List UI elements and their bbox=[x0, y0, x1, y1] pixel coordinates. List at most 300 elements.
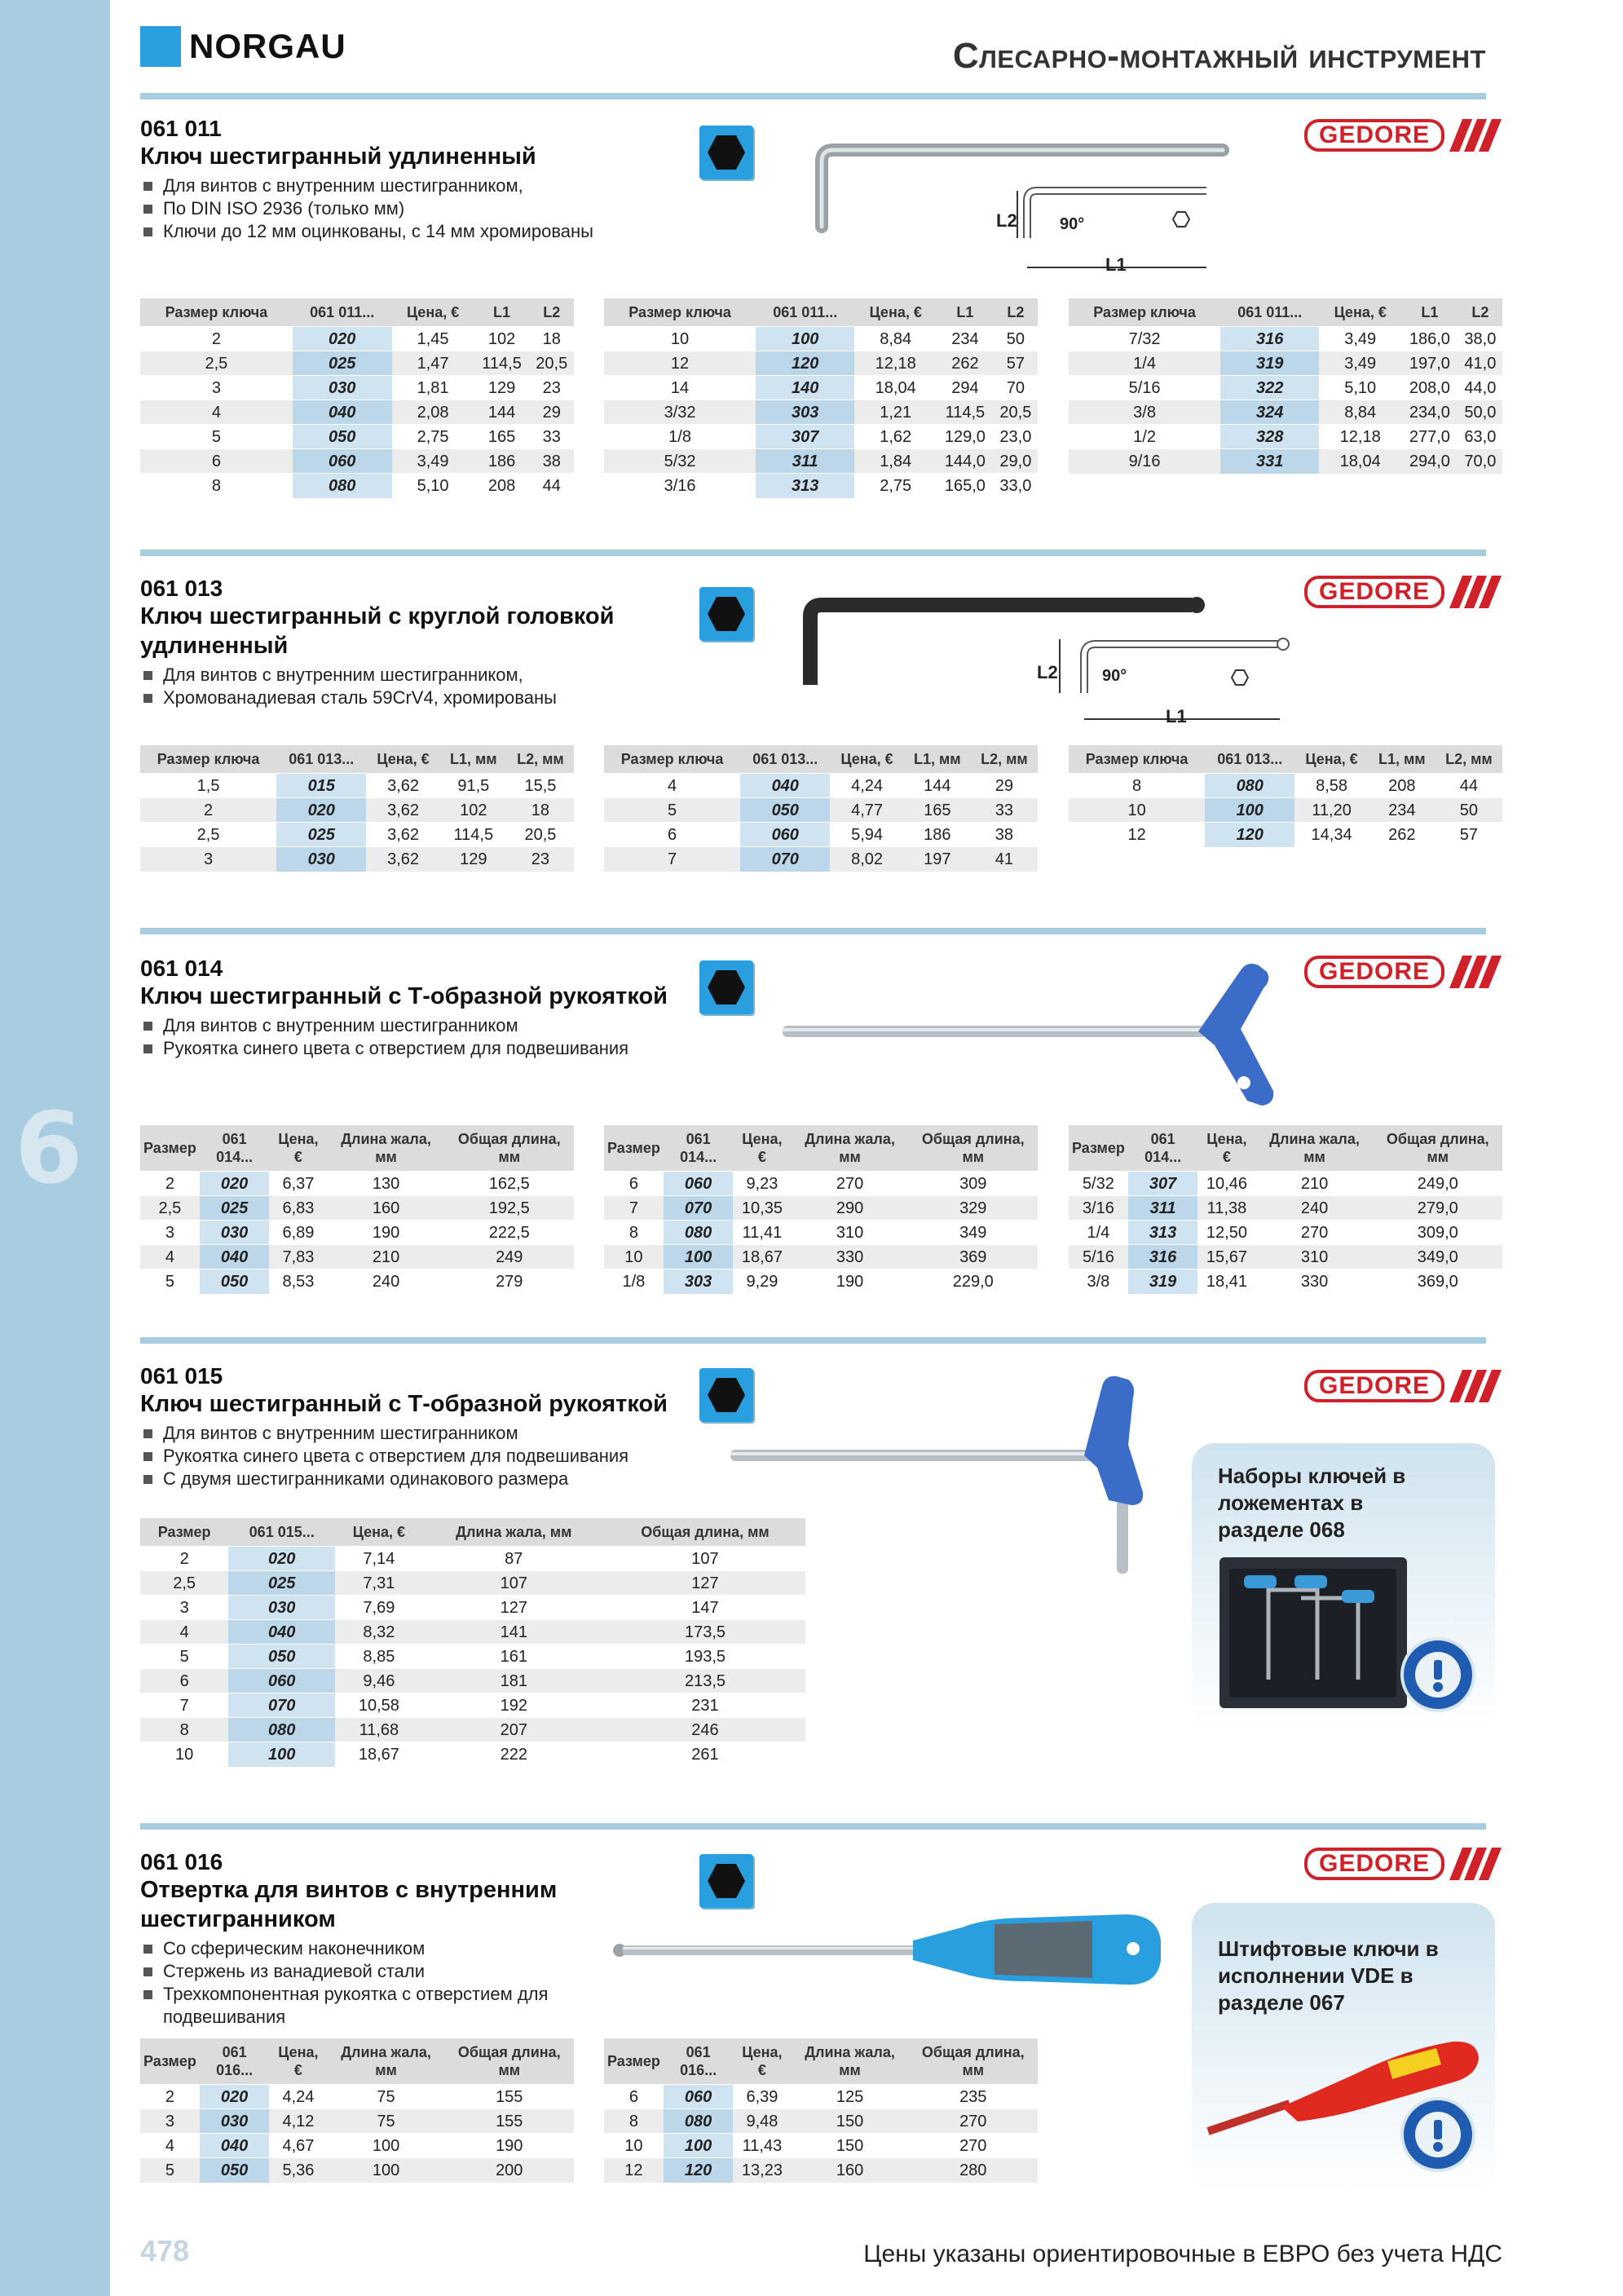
table-cell: 7,14 bbox=[335, 1547, 422, 1571]
feature-item: Для винтов с внутренним шестигранником, bbox=[140, 174, 1486, 197]
table-cell: 1/8 bbox=[604, 1269, 664, 1294]
feature-item: Трехкомпонентная рукоятка с отверстием для подвешивания bbox=[140, 1983, 597, 2029]
price-table bbox=[140, 1125, 574, 1294]
article-code-cell: 070 bbox=[740, 847, 830, 872]
column-header: Цена, € bbox=[366, 745, 439, 774]
table-cell: 8,32 bbox=[335, 1620, 422, 1645]
column-header: 061 016... bbox=[664, 2038, 734, 2085]
table-cell: 155 bbox=[445, 2109, 574, 2134]
table-cell: 173,5 bbox=[605, 1620, 805, 1645]
column-header: Длина жала, мм bbox=[328, 1125, 445, 1172]
table-cell: 10 bbox=[604, 327, 756, 351]
table-cell: 63,0 bbox=[1458, 425, 1502, 449]
table-row bbox=[604, 2085, 1038, 2109]
table-cell: 330 bbox=[792, 1245, 909, 1269]
table-row bbox=[140, 1172, 574, 1196]
table-cell: 20,5 bbox=[507, 823, 574, 847]
table-cell: 2 bbox=[140, 1172, 200, 1196]
product-code: 061 014 bbox=[140, 956, 223, 981]
table-cell: 12 bbox=[604, 2158, 664, 2183]
column-header: L2 bbox=[994, 298, 1038, 327]
price-table bbox=[140, 2038, 574, 2183]
gedore-badge: GEDORE bbox=[1304, 119, 1444, 152]
table-row bbox=[1069, 1269, 1502, 1294]
table-cell: 8 bbox=[1069, 774, 1205, 798]
table-cell: 8 bbox=[140, 1718, 228, 1742]
article-code-cell: 100 bbox=[664, 1245, 734, 1269]
divider bbox=[140, 93, 1486, 99]
table-cell: 3/16 bbox=[1069, 1196, 1128, 1221]
table-cell: 2,5 bbox=[140, 1196, 200, 1221]
article-code-cell: 060 bbox=[740, 823, 830, 847]
table-cell: 14,34 bbox=[1294, 823, 1368, 847]
table-cell: 1,84 bbox=[854, 449, 937, 474]
article-code-cell: 307 bbox=[1128, 1172, 1198, 1196]
table-cell: 3,62 bbox=[366, 847, 439, 872]
article-code-cell: 020 bbox=[293, 327, 392, 351]
article-code-cell: 050 bbox=[228, 1645, 335, 1669]
article-code-cell: 020 bbox=[228, 1547, 335, 1571]
l2-label: L2 bbox=[996, 210, 1017, 231]
table-header-row bbox=[1069, 1125, 1502, 1172]
table-cell: 3 bbox=[140, 2109, 200, 2134]
table-cell: 222 bbox=[423, 1742, 605, 1767]
table-cell: 11,41 bbox=[733, 1221, 791, 1245]
column-header: Длина жала, мм bbox=[1256, 1125, 1374, 1172]
table-cell: 10 bbox=[1069, 798, 1205, 823]
table-cell: 38,0 bbox=[1458, 327, 1502, 351]
column-header: Размер ключа bbox=[604, 298, 756, 327]
table-cell: 1,45 bbox=[392, 327, 474, 351]
table-cell: 207 bbox=[423, 1718, 605, 1742]
article-code-cell: 120 bbox=[756, 351, 854, 376]
column-header: Общая длина, мм bbox=[445, 1125, 574, 1172]
table-cell: 41,0 bbox=[1458, 351, 1502, 376]
table-cell: 2 bbox=[140, 1547, 228, 1571]
brand-name: NORGAU bbox=[189, 27, 346, 65]
table-cell: 41 bbox=[971, 847, 1038, 872]
table-cell: 190 bbox=[445, 2134, 574, 2158]
article-code-cell: 080 bbox=[1205, 774, 1294, 798]
table-cell: 2,5 bbox=[140, 351, 293, 376]
table-cell: 7,83 bbox=[269, 1245, 327, 1269]
section-number: 6 bbox=[15, 1093, 83, 1206]
gedore-logo bbox=[1304, 576, 1502, 608]
table-row bbox=[1069, 1221, 1502, 1245]
table-cell: 18,67 bbox=[733, 1245, 791, 1269]
table-cell: 262 bbox=[1369, 823, 1436, 847]
info-icon bbox=[1399, 2095, 1477, 2174]
table-cell: 279 bbox=[445, 1269, 574, 1294]
article-code-cell: 100 bbox=[228, 1742, 335, 1767]
table-cell: 1,5 bbox=[140, 774, 276, 798]
table-cell: 2 bbox=[140, 798, 276, 823]
column-header: L1 bbox=[937, 298, 994, 327]
gedore-logo bbox=[1304, 1370, 1502, 1402]
table-cell: 210 bbox=[1256, 1172, 1374, 1196]
article-code-cell: 040 bbox=[740, 774, 830, 798]
table-cell: 5/16 bbox=[1069, 1245, 1128, 1269]
price-table bbox=[1069, 745, 1502, 847]
info-box-vde bbox=[1192, 1903, 1495, 2193]
table-cell: 114,5 bbox=[440, 823, 507, 847]
table-cell: 10 bbox=[604, 2134, 664, 2158]
table-cell: 155 bbox=[445, 2085, 574, 2109]
table-cell: 1,47 bbox=[392, 351, 474, 376]
table-cell: 192,5 bbox=[445, 1196, 574, 1221]
table-cell: 144,0 bbox=[937, 449, 994, 474]
table-cell: 240 bbox=[328, 1269, 445, 1294]
article-code-cell: 020 bbox=[200, 1172, 270, 1196]
article-code-cell: 331 bbox=[1220, 449, 1319, 474]
page-title: Слесарно-монтажный инструмент bbox=[952, 36, 1486, 76]
gedore-badge: GEDORE bbox=[1304, 1848, 1444, 1880]
stripes-icon bbox=[1449, 956, 1502, 988]
table-cell: 33 bbox=[971, 798, 1038, 823]
price-table bbox=[140, 298, 574, 498]
table-cell: 5 bbox=[140, 425, 293, 449]
table-cell: 70,0 bbox=[1458, 449, 1502, 474]
table-cell: 5/32 bbox=[604, 449, 756, 474]
table-cell: 1,62 bbox=[854, 425, 937, 449]
table-row bbox=[1069, 1172, 1502, 1196]
price-table bbox=[604, 745, 1038, 872]
table-cell: 7 bbox=[140, 1693, 228, 1718]
column-header: Размер bbox=[140, 1518, 228, 1547]
table-row bbox=[1069, 376, 1502, 400]
stripes-icon bbox=[1449, 1370, 1502, 1402]
table-row bbox=[140, 2109, 574, 2134]
product-title: Ключ шестигранный с Т-образной рукояткой bbox=[140, 1391, 668, 1417]
table-cell: 18,67 bbox=[335, 1742, 422, 1767]
table-cell: 6,39 bbox=[733, 2085, 791, 2109]
gedore-badge: GEDORE bbox=[1304, 576, 1444, 608]
divider bbox=[140, 550, 1486, 556]
info-text: Штифтовые ключи в исполнении VDE в разделе 067 bbox=[1218, 1936, 1439, 2015]
column-header: Цена, € bbox=[335, 1518, 422, 1547]
table-row bbox=[140, 1245, 574, 1269]
table-cell: 18,41 bbox=[1197, 1269, 1255, 1294]
article-code-cell: 060 bbox=[664, 2085, 734, 2109]
table-cell: 33,0 bbox=[994, 474, 1038, 498]
table-cell: 7,69 bbox=[335, 1596, 422, 1620]
divider bbox=[140, 1823, 1486, 1830]
table-cell: 8,02 bbox=[830, 847, 903, 872]
table-cell: 29 bbox=[530, 400, 574, 425]
article-code-cell: 060 bbox=[228, 1669, 335, 1693]
column-header: Цена, € bbox=[392, 298, 474, 327]
table-cell: 44 bbox=[1436, 774, 1502, 798]
table-cell: 12,50 bbox=[1197, 1221, 1255, 1245]
table-header-row bbox=[140, 1125, 574, 1172]
table-row bbox=[140, 425, 574, 449]
table-cell: 18,04 bbox=[1319, 449, 1401, 474]
table-cell: 5 bbox=[140, 2158, 200, 2183]
table-row bbox=[604, 351, 1038, 376]
table-cell: 12 bbox=[1069, 823, 1205, 847]
table-row bbox=[140, 449, 574, 474]
table-header-row bbox=[604, 298, 1038, 327]
table-cell: 3/16 bbox=[604, 474, 756, 498]
column-header: 061 014... bbox=[200, 1125, 270, 1172]
toolset-tray-image bbox=[1219, 1557, 1407, 1708]
table-cell: 190 bbox=[328, 1221, 445, 1245]
table-row bbox=[1069, 425, 1502, 449]
article-code-cell: 313 bbox=[1128, 1221, 1198, 1245]
article-code-cell: 025 bbox=[200, 1196, 270, 1221]
table-cell: 144 bbox=[474, 400, 530, 425]
table-row bbox=[140, 376, 574, 400]
table-cell: 75 bbox=[328, 2085, 445, 2109]
table-cell: 20,5 bbox=[530, 351, 574, 376]
table-row bbox=[1069, 1196, 1502, 1221]
column-header: Размер ключа bbox=[140, 745, 276, 774]
article-code-cell: 015 bbox=[276, 774, 366, 798]
table-cell: 100 bbox=[328, 2134, 445, 2158]
table-cell: 57 bbox=[994, 351, 1038, 376]
table-cell: 369,0 bbox=[1374, 1269, 1502, 1294]
feature-item: Хромованадиевая сталь 59CrV4, хромированы bbox=[140, 687, 1486, 709]
table-row bbox=[604, 400, 1038, 425]
hex-icon bbox=[699, 126, 753, 179]
column-header: 061 013... bbox=[1205, 745, 1294, 774]
table-cell: 29 bbox=[971, 774, 1038, 798]
article-code-cell: 120 bbox=[1205, 823, 1294, 847]
table-cell: 197,0 bbox=[1401, 351, 1458, 376]
column-header: Цена, € bbox=[1294, 745, 1368, 774]
column-header: L2 bbox=[530, 298, 574, 327]
price-table bbox=[140, 1518, 805, 1767]
table-cell: 161 bbox=[423, 1645, 605, 1669]
table-cell: 50,0 bbox=[1458, 400, 1502, 425]
table-cell: 4 bbox=[604, 774, 740, 798]
column-header: Общая длина, мм bbox=[605, 1518, 805, 1547]
table-cell: 309 bbox=[909, 1172, 1038, 1196]
article-code-cell: 070 bbox=[228, 1693, 335, 1718]
table-cell: 349,0 bbox=[1374, 1245, 1502, 1269]
table-cell: 270 bbox=[1256, 1221, 1374, 1245]
table-row bbox=[140, 1645, 805, 1669]
table-cell: 141 bbox=[423, 1620, 605, 1645]
table-row bbox=[604, 1172, 1038, 1196]
column-header: Размер bbox=[140, 1125, 200, 1172]
column-header: Общая длина, мм bbox=[909, 2038, 1038, 2085]
article-code-cell: 030 bbox=[200, 1221, 270, 1245]
article-code-cell: 319 bbox=[1128, 1269, 1198, 1294]
table-row bbox=[1069, 327, 1502, 351]
table-row bbox=[140, 774, 574, 798]
price-table bbox=[1069, 1125, 1502, 1294]
table-cell: 127 bbox=[605, 1571, 805, 1596]
hex-icon bbox=[699, 587, 753, 641]
column-header: 061 011... bbox=[1220, 298, 1319, 327]
table-cell: 10 bbox=[140, 1742, 228, 1767]
table-row bbox=[604, 2134, 1038, 2158]
table-header-row bbox=[140, 298, 574, 327]
table-cell: 127 bbox=[423, 1596, 605, 1620]
table-cell: 3/8 bbox=[1069, 400, 1220, 425]
article-code-cell: 025 bbox=[293, 351, 392, 376]
product-title: Отвертка для винтов с внутренним шестигранником bbox=[140, 1877, 558, 1932]
table-cell: 75 bbox=[328, 2109, 445, 2134]
table-cell: 2,75 bbox=[854, 474, 937, 498]
table-row bbox=[604, 774, 1038, 798]
table-cell: 10,46 bbox=[1197, 1172, 1255, 1196]
table-cell: 11,43 bbox=[733, 2134, 791, 2158]
l1-label: L1 bbox=[1105, 254, 1127, 275]
table-row bbox=[604, 376, 1038, 400]
article-code-cell: 313 bbox=[756, 474, 854, 498]
table-cell: 3 bbox=[140, 1596, 228, 1620]
table-cell: 270 bbox=[792, 1172, 909, 1196]
table-cell: 8 bbox=[604, 2109, 664, 2134]
hex-icon bbox=[699, 960, 753, 1014]
gedore-logo bbox=[1304, 119, 1502, 152]
table-cell: 290 bbox=[792, 1196, 909, 1221]
table-cell: 160 bbox=[792, 2158, 909, 2183]
table-cell: 150 bbox=[792, 2109, 909, 2134]
feature-item: С двумя шестигранниками одинакового размера bbox=[140, 1468, 1486, 1490]
angle-label: 90° bbox=[1060, 215, 1085, 233]
table-cell: 349 bbox=[909, 1221, 1038, 1245]
divider bbox=[140, 1337, 1486, 1344]
table-cell: 5 bbox=[140, 1269, 200, 1294]
table-cell: 6 bbox=[140, 1669, 228, 1693]
info-icon bbox=[1399, 1636, 1477, 1714]
table-cell: 280 bbox=[909, 2158, 1038, 2183]
table-cell: 261 bbox=[605, 1742, 805, 1767]
table-cell: 7 bbox=[604, 847, 740, 872]
brand-logo bbox=[140, 26, 346, 67]
table-cell: 129,0 bbox=[937, 425, 994, 449]
table-header-row bbox=[1069, 745, 1502, 774]
table-cell: 10 bbox=[604, 1245, 664, 1269]
price-note: Цены указаны ориентировочные в ЕВРО без учета НДС bbox=[863, 2241, 1502, 2267]
table-row bbox=[1069, 798, 1502, 823]
table-row bbox=[140, 327, 574, 351]
table-cell: 14 bbox=[604, 376, 756, 400]
price-table bbox=[604, 1125, 1038, 1294]
article-code-cell: 303 bbox=[756, 400, 854, 425]
table-row bbox=[140, 1669, 805, 1693]
table-cell: 294 bbox=[937, 376, 994, 400]
table-cell: 23 bbox=[530, 376, 574, 400]
table-cell: 20,5 bbox=[994, 400, 1038, 425]
article-code-cell: 324 bbox=[1220, 400, 1319, 425]
column-header: Размер bbox=[604, 1125, 664, 1172]
table-cell: 10,35 bbox=[733, 1196, 791, 1221]
table-cell: 1/4 bbox=[1069, 1221, 1128, 1245]
table-cell: 11,20 bbox=[1294, 798, 1368, 823]
table-cell: 6 bbox=[140, 449, 293, 474]
column-header: L1, мм bbox=[440, 745, 507, 774]
article-code-cell: 080 bbox=[228, 1718, 335, 1742]
table-cell: 70 bbox=[994, 376, 1038, 400]
table-row bbox=[140, 823, 574, 847]
column-header: L2, мм bbox=[971, 745, 1038, 774]
table-cell: 8,84 bbox=[1319, 400, 1401, 425]
column-header: Цена, € bbox=[1197, 1125, 1255, 1172]
column-header: Цена, € bbox=[830, 745, 903, 774]
gedore-badge: GEDORE bbox=[1304, 1370, 1444, 1402]
table-cell: 129 bbox=[440, 847, 507, 872]
column-header: Размер bbox=[140, 2038, 200, 2085]
table-cell: 3 bbox=[140, 847, 276, 872]
feature-list bbox=[140, 1937, 597, 2029]
product-code: 061 015 bbox=[140, 1363, 223, 1389]
table-cell: 2 bbox=[140, 327, 293, 351]
t-handle-key-illustration bbox=[774, 954, 1280, 1117]
table-cell: 5 bbox=[140, 1645, 228, 1669]
table-row bbox=[604, 449, 1038, 474]
table-cell: 249,0 bbox=[1374, 1172, 1502, 1196]
table-row bbox=[140, 1693, 805, 1718]
article-code-cell: 020 bbox=[200, 2085, 270, 2109]
column-header: Длина жала, мм bbox=[423, 1518, 605, 1547]
table-cell: 4,24 bbox=[830, 774, 903, 798]
table-row bbox=[140, 2134, 574, 2158]
table-cell: 8,84 bbox=[854, 327, 937, 351]
column-header: L1, мм bbox=[1369, 745, 1436, 774]
table-header-row bbox=[140, 2038, 574, 2085]
table-cell: 234 bbox=[937, 327, 994, 351]
table-cell: 6,37 bbox=[269, 1172, 327, 1196]
table-cell: 6,83 bbox=[269, 1196, 327, 1221]
stripes-icon bbox=[1449, 119, 1502, 152]
table-cell: 310 bbox=[1256, 1245, 1374, 1269]
table-cell: 3,49 bbox=[392, 449, 474, 474]
table-cell: 6,89 bbox=[269, 1221, 327, 1245]
column-header: Цена, € bbox=[1319, 298, 1401, 327]
table-cell: 165,0 bbox=[937, 474, 994, 498]
table-cell: 246 bbox=[605, 1718, 805, 1742]
table-header-row bbox=[604, 1125, 1038, 1172]
table-row bbox=[1069, 823, 1502, 847]
table-cell: 9,48 bbox=[733, 2109, 791, 2134]
product-code: 061 013 bbox=[140, 576, 223, 601]
article-code-cell: 080 bbox=[293, 474, 392, 498]
column-header: Общая длина, мм bbox=[909, 1125, 1038, 1172]
table-cell: 294,0 bbox=[1401, 449, 1458, 474]
table-cell: 5,36 bbox=[269, 2158, 327, 2183]
table-cell: 107 bbox=[605, 1547, 805, 1571]
table-cell: 4 bbox=[140, 2134, 200, 2158]
feature-item: Стержень из ванадиевой стали bbox=[140, 1960, 597, 1983]
table-row bbox=[140, 1221, 574, 1245]
table-cell: 102 bbox=[474, 327, 530, 351]
table-cell: 6 bbox=[604, 2085, 664, 2109]
table-cell: 234 bbox=[1369, 798, 1436, 823]
table-cell: 249 bbox=[445, 1245, 574, 1269]
table-cell: 18 bbox=[507, 798, 574, 823]
l1-label: L1 bbox=[1166, 706, 1187, 726]
table-cell: 3,62 bbox=[366, 823, 439, 847]
article-code-cell: 040 bbox=[228, 1620, 335, 1645]
table-row bbox=[604, 1196, 1038, 1221]
article-code-cell: 080 bbox=[664, 2109, 734, 2134]
product-code: 061 011 bbox=[140, 116, 222, 141]
feature-item: Для винтов с внутренним шестигранником, bbox=[140, 664, 1486, 687]
table-cell: 186 bbox=[904, 823, 971, 847]
table-cell: 23 bbox=[507, 847, 574, 872]
column-header: L1, мм bbox=[904, 745, 971, 774]
table-cell: 9,29 bbox=[733, 1269, 791, 1294]
table-cell: 2,75 bbox=[392, 425, 474, 449]
article-code-cell: 322 bbox=[1220, 376, 1319, 400]
angle-label: 90° bbox=[1102, 667, 1127, 685]
table-cell: 38 bbox=[530, 449, 574, 474]
table-cell: 222,5 bbox=[445, 1221, 574, 1245]
